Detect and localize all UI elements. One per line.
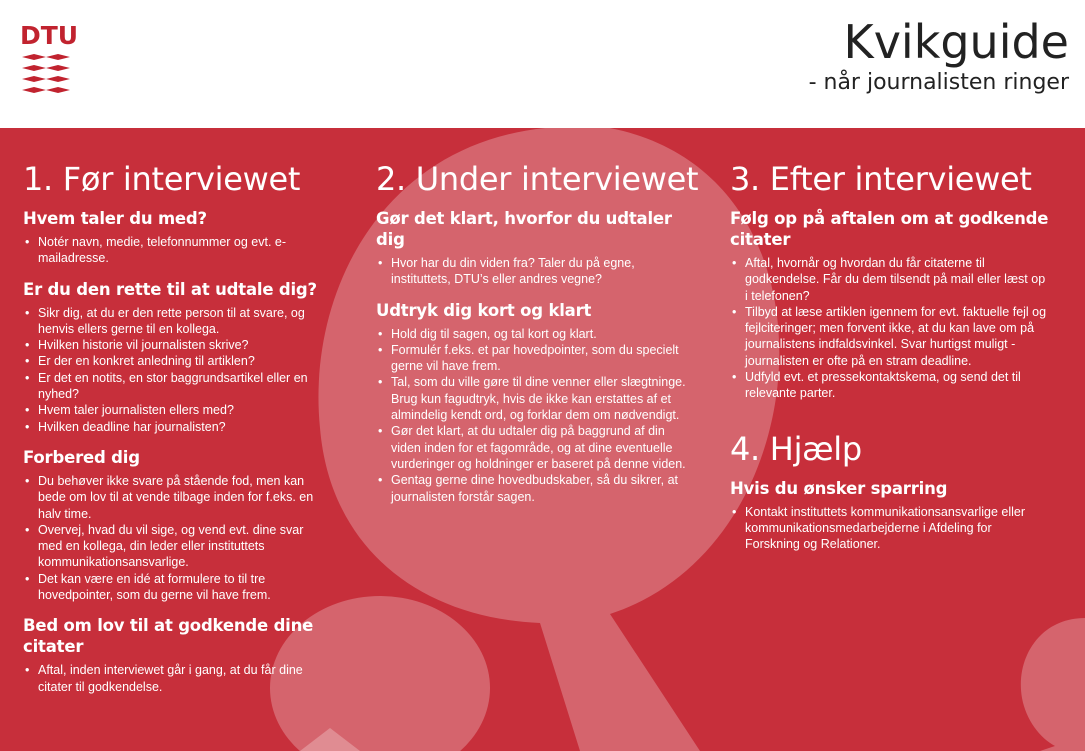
list-item: • Notér navn, medie, telefonnummer og evt. e-mailadresse.: [23, 234, 323, 267]
section-title: 4. Hjælp: [730, 429, 862, 468]
list-item: • Aftal, inden interviewet går i gang, at du får dine citater til godkendelse.: [23, 662, 323, 695]
list-item: • Du behøver ikke svare på stående fod, men kan bede om lov til at vende tilbage inden for f.eks. en halv time.: [23, 473, 323, 522]
list-item: • Tal, som du ville gøre til dine venner eller slægtninge. Brug kun fagudtryk, hvis de ikke kan erstattes af et almindelig kendt ord, og forklar dem om nødvendigt.: [376, 374, 696, 423]
list-item: • Hvem taler journalisten ellers med?: [23, 402, 323, 418]
group-heading: Følg op på aftalen om at godkende citater: [730, 209, 1049, 249]
list-item: • Tilbyd at læse artiklen igennem for evt. faktuelle fejl og fejlciteringer; men forvent ikke, at du kan lave om på journalistens indfaldsvinkel. Svar hurtigst muligt - journalisten er ofte på en stram deadline.: [730, 304, 1050, 369]
group-heading: Er du den rette til at udtale dig?: [23, 279, 317, 299]
list-item: • Hvor har du din viden fra? Taler du på egne, instituttets, DTU’s eller andres vegne?: [376, 255, 696, 288]
group-heading: Hvis du ønsker sparring: [730, 478, 948, 498]
bullet-list: [23, 662, 323, 695]
page-title: Kvikguide: [843, 15, 1069, 69]
group-heading: Udtryk dig kort og klart: [376, 300, 592, 320]
bullet-list: [23, 305, 323, 435]
section-title: 2. Under interviewet: [376, 160, 699, 198]
bullet-list: [23, 234, 323, 267]
section-title: 1. Før interviewet: [23, 160, 301, 198]
list-item: • Aftal, hvornår og hvordan du får citaterne til godkendelse. Får du dem tilsendt på mail eller læst op i telefonen?: [730, 255, 1050, 304]
list-item: • Formulér f.eks. et par hovedpointer, som du specielt gerne vil have frem.: [376, 342, 696, 375]
list-item: • Overvej, hvad du vil sige, og vend evt. dine svar med en kollega, din leder eller instituttets kommunikationsansvarlige.: [23, 522, 323, 571]
section-title: 3. Efter interviewet: [730, 160, 1032, 198]
dtu-logo: [20, 21, 79, 94]
list-item: • Gør det klart, at du udtaler dig på baggrund af din viden inden for et fagområde, og at dine eventuelle vurderinger og holdninger er baseret på denne viden.: [376, 423, 696, 472]
group-heading: Bed om lov til at godkende dine citater: [23, 616, 314, 657]
section-help: [730, 428, 1050, 553]
list-item: • Udfyld evt. et pressekontaktskema, og send det til relevante parter.: [730, 369, 1050, 402]
list-item: • Det kan være en idé at formulere to til tre hovedpointer, som du gerne vil have frem.: [23, 571, 323, 604]
bullet-list: [730, 504, 1050, 553]
list-item: • Er der en konkret anledning til artiklen?: [23, 353, 323, 369]
bullet-list: [376, 255, 696, 288]
bullet-list: [730, 255, 1050, 402]
list-item: • Er det en notits, en stor baggrundsartikel eller en nyhed?: [23, 370, 323, 403]
bullet-list: [376, 326, 696, 505]
group-heading: Hvem taler du med?: [23, 209, 207, 228]
dtu-logo-waves-icon: [22, 54, 70, 94]
logo-text: DTU: [20, 21, 79, 50]
page-subtitle: - når journalisten ringer: [808, 70, 1069, 95]
list-item: • Hvilken deadline har journalisten?: [23, 419, 323, 435]
content-panel: [0, 128, 1085, 751]
section-after-interview: [730, 158, 1050, 565]
group-heading: Forbered dig: [23, 447, 140, 467]
list-item: • Hold dig til sagen, og tal kort og klart.: [376, 326, 696, 342]
list-item: • Sikr dig, at du er den rette person til at svare, og henvis ellers gerne til en kollega.: [23, 305, 323, 338]
bullet-list: [23, 473, 323, 603]
header: [0, 0, 1085, 128]
list-item: • Hvilken historie vil journalisten skrive?: [23, 337, 323, 353]
group-heading: Gør det klart, hvorfor du udtaler dig: [376, 209, 672, 249]
list-item: • Gentag gerne dine hovedbudskaber, så du sikrer, at journalisten forstår sagen.: [376, 472, 696, 505]
list-item: • Kontakt instituttets kommunikationsansvarlige eller kommunikationsmedarbejderne i Afdeling for Forskning og Relationer.: [730, 504, 1050, 553]
section-before-interview: [23, 158, 323, 707]
section-during-interview: [376, 158, 699, 517]
